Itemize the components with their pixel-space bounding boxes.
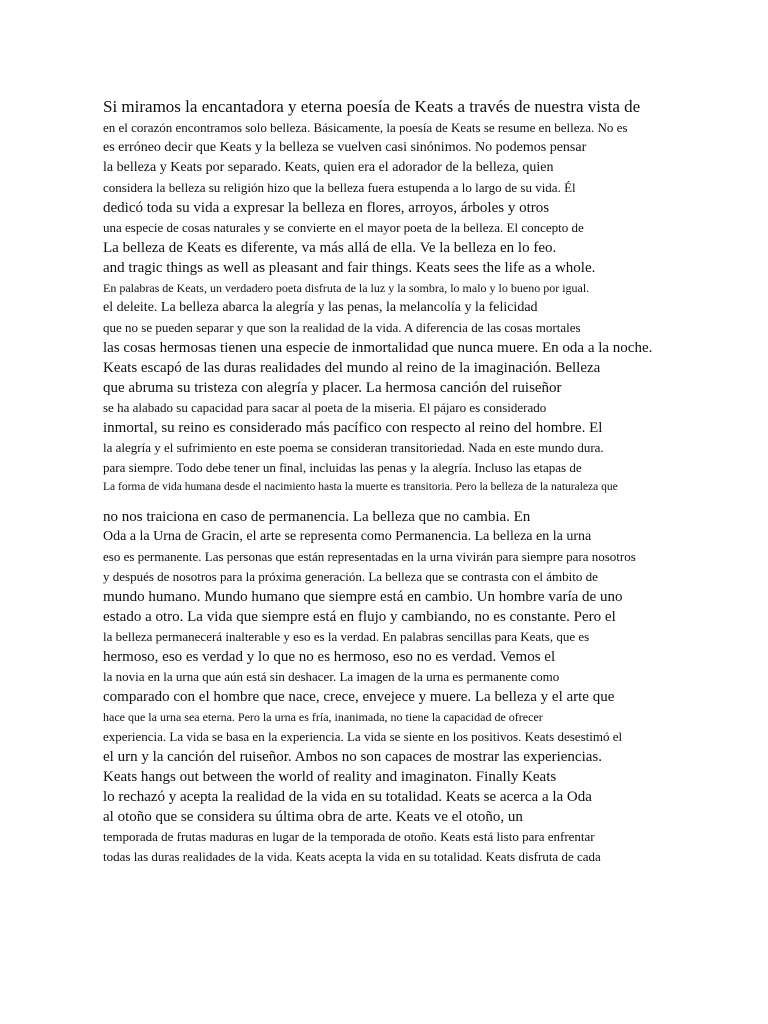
text-line: lo rechazó y acepta la realidad de la vida en su totalidad. Keats se acerca a la Oda [103,789,592,805]
text-line: no nos traiciona en caso de permanencia. La belleza que no cambia. En [103,509,531,525]
text-line: la alegría y el sufrimiento en este poema se consideran transitoriedad. Nada en este mundo dura. [103,440,604,455]
text-line: es erróneo decir que Keats y la belleza se vuelven casi sinónimos. No podemos pensar [103,140,587,155]
text-line: la belleza y Keats por separado. Keats, quien era el adorador de la belleza, quien [103,160,554,175]
text-line: y después de nosotros para la próxima generación. La belleza que se contrasta con el ámbito de [103,569,598,584]
text-line: el urn y la canción del ruiseñor. Ambos no son capaces de mostrar las experiencias. [103,749,603,765]
text-line: temporada de frutas maduras en lugar de la temporada de otoño. Keats está listo para enfrentar [103,829,595,844]
text-line: se ha alabado su capacidad para sacar al poeta de la miseria. El pájaro es considerado [103,400,547,415]
text-line: hace que la urna sea eterna. Pero la urna es fría, inanimada, no tiene la capacidad de ofrecer [103,710,543,724]
text-line: que no se pueden separar y que son la realidad de la vida. A diferencia de las cosas mortales [103,320,581,335]
text-line: En palabras de Keats, un verdadero poeta disfruta de la luz y la sombra, lo malo y lo bueno por igual. [103,281,590,295]
text-line: eso es permanente. Las personas que están representadas en la urna vivirán para siempre para nosotros [103,549,636,564]
text-line: La forma de vida humana desde el nacimiento hasta la muerte es transitoria. Pero la belleza de la naturaleza que [103,481,618,493]
text-line: considera la belleza su religión hizo que la belleza fuera estupenda a lo largo de su vida. Él [103,180,576,195]
text-line: Si miramos la encantadora y eterna poesía de Keats a través de nuestra vista de [103,97,641,116]
text-line: inmortal, su reino es considerado más pacífico con respecto al reino del hombre. El [103,420,603,436]
text-line: hermoso, eso es verdad y lo que no es hermoso, eso no es verdad. Vemos el [103,649,556,665]
text-line: La belleza de Keats es diferente, va más allá de ella. Ve la belleza en lo feo. [103,240,557,256]
text-line: que abruma su tristeza con alegría y placer. La hermosa canción del ruiseñor [103,380,562,396]
text-line: una especie de cosas naturales y se convierte en el mayor poeta de la belleza. El concepto de [103,220,584,235]
document-body [103,96,765,867]
text-line: Oda a la Urna de Gracin, el arte se representa como Permanencia. La belleza en la urna [103,529,592,544]
text-line: comparado con el hombre que nace, crece, envejece y muere. La belleza y el arte que [103,689,615,705]
text-line: Keats hangs out between the world of reality and imaginaton. Finally Keats [103,769,557,785]
text-line: estado a otro. La vida que siempre está en flujo y cambiando, no es constante. Pero el [103,609,616,625]
text-line: and tragic things as well as pleasant and fair things. Keats sees the life as a whole. [103,260,596,276]
text-line: todas las duras realidades de la vida. Keats acepta la vida en su totalidad. Keats disfruta de cada [103,849,601,864]
text-line: en el corazón encontramos solo belleza. Básicamente, la poesía de Keats se resume en belleza. No es [103,120,628,135]
text-line: experiencia. La vida se basa en la experiencia. La vida se siente en los positivos. Keats desestimó el [103,729,623,744]
text-line: Keats escapó de las duras realidades del mundo al reino de la imaginación. Belleza [103,360,601,376]
text-line: mundo humano. Mundo humano que siempre está en cambio. Un hombre varía de uno [103,589,623,605]
text-line: la novia en la urna que aún está sin deshacer. La imagen de la urna es permanente como [103,669,560,684]
text-line: el deleite. La belleza abarca la alegría y las penas, la melancolía y la felicidad [103,300,538,315]
text-line: las cosas hermosas tienen una especie de inmortalidad que nunca muere. En oda a la noche. [103,340,653,356]
text-line: al otoño que se considera su última obra de arte. Keats ve el otoño, un [103,809,523,825]
text-line: la belleza permanecerá inalterable y eso es la verdad. En palabras sencillas para Keats, que es [103,629,590,644]
text-line: dedicó toda su vida a expresar la belleza en flores, arroyos, árboles y otros [103,200,550,216]
text-line: para siempre. Todo debe tener un final, incluidas las penas y la alegría. Incluso las etapas de [103,460,582,475]
